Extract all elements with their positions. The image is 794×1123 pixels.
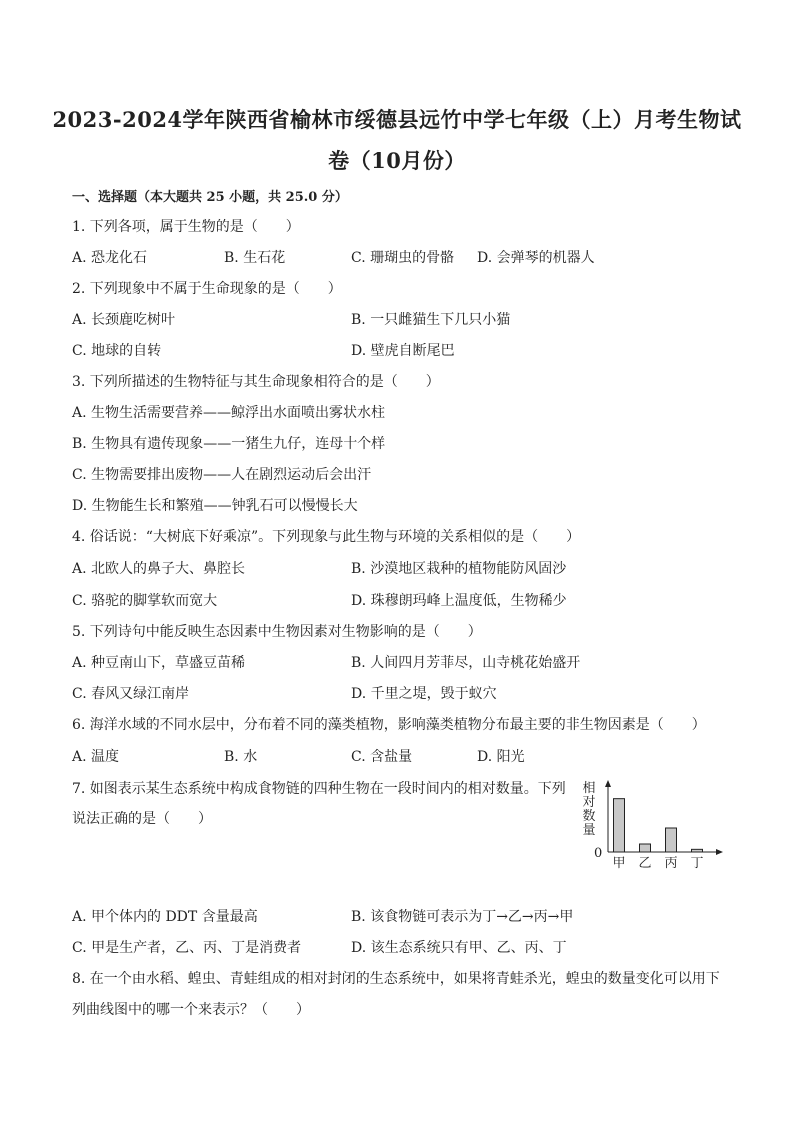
exam-title-line-2: 卷（10月份） — [328, 148, 466, 173]
q6-option-a: A. 温度 — [72, 749, 120, 765]
q1-option-c: C. 珊瑚虫的骨骼 — [351, 250, 455, 266]
chart-y-label-char-1: 对 — [582, 795, 596, 810]
chart-y-label-char-2: 数 — [582, 809, 596, 824]
q5-stem: 5. 下列诗句中能反映生态因素中生物因素对生物影响的是（ ） — [72, 624, 482, 640]
q3-option-b: B. 生物具有遗传现象——一猪生九仔，连母十个样 — [72, 436, 386, 452]
q6-stem: 6. 海洋水域的不同水层中，分布着不同的藻类植物，影响藻类植物分布最主要的非生物因素是（ ） — [72, 717, 706, 733]
chart-category-label-3: 丁 — [690, 856, 704, 870]
q1-option-b: B. 生石花 — [224, 250, 286, 266]
q4-option-d: D. 珠穆朗玛峰上温度低，生物稀少 — [351, 593, 567, 609]
chart-origin-label: 0 — [594, 846, 603, 861]
q2-option-b: B. 一只雌猫生下几只小猫 — [351, 312, 511, 328]
chart-category-label-2: 丙 — [664, 856, 678, 870]
q6-option-d: D. 阳光 — [477, 749, 525, 765]
q7-stem-line-1: 7. 如图表示某生态系统中构成食物链的四种生物在一段时间内的相对数量。下列 — [72, 781, 566, 797]
section-heading: 一、选择题（本大题共 25 小题，共 25.0 分） — [72, 190, 348, 205]
q2-option-d: D. 壁虎自断尾巴 — [351, 343, 455, 359]
chart-bar-1 — [640, 844, 651, 852]
chart-category-label-0: 甲 — [612, 856, 626, 870]
chart-category-label-1: 乙 — [638, 856, 652, 870]
q7-bar-chart — [572, 778, 732, 870]
q4-option-a: A. 北欧人的鼻子大、鼻腔长 — [72, 561, 246, 577]
q2-option-c: C. 地球的自转 — [72, 343, 162, 359]
q5-option-d: D. 千里之堤，毁于蚁穴 — [351, 686, 497, 702]
q5-option-a: A. 种豆南山下，草盛豆苗稀 — [72, 655, 246, 671]
q8-stem-line-1: 8. 在一个由水稻、蝗虫、青蛙组成的相对封闭的生态系统中，如果将青蛙杀光，蝗虫的数量变化可以用下 — [72, 971, 720, 987]
chart-bar-2 — [666, 828, 677, 852]
chart-x-axis-arrow — [716, 849, 723, 855]
chart-category-labels — [612, 856, 703, 870]
q2-option-a: A. 长颈鹿吃树叶 — [72, 312, 176, 328]
q7-stem-line-2: 说法正确的是（ ） — [72, 811, 212, 827]
chart-y-label-char-0: 相 — [582, 781, 596, 796]
q3-option-a: A. 生物生活需要营养——鲸浮出水面喷出雾状水柱 — [72, 405, 386, 421]
q5-option-b: B. 人间四月芳菲尽，山寺桃花始盛开 — [351, 655, 581, 671]
q3-stem: 3. 下列所描述的生物特征与其生命现象相符合的是（ ） — [72, 374, 440, 390]
chart-bar-0 — [614, 799, 625, 852]
q4-option-b: B. 沙漠地区栽种的植物能防风固沙 — [351, 561, 567, 577]
q4-stem: 4. 俗话说：“大树底下好乘凉”。下列现象与此生物与环境的关系相似的是（ ） — [72, 529, 581, 545]
chart-bars — [614, 799, 703, 852]
q2-stem: 2. 下列现象中不属于生命现象的是（ ） — [72, 281, 342, 297]
q1-option-a: A. 恐龙化石 — [72, 250, 148, 266]
q1-stem: 1. 下列各项，属于生物的是（ ） — [72, 219, 300, 235]
chart-y-axis-arrow — [605, 780, 611, 787]
q3-option-d: D. 生物能生长和繁殖——钟乳石可以慢慢长大 — [72, 498, 358, 514]
q4-option-c: C. 骆驼的脚掌软而宽大 — [72, 593, 218, 609]
q5-option-c: C. 春风又绿江南岸 — [72, 686, 190, 702]
q3-option-c: C. 生物需要排出废物——人在剧烈运动后会出汗 — [72, 467, 372, 483]
q8-stem-line-2: 列曲线图中的哪一个来表示？（ ） — [72, 1002, 310, 1018]
exam-title-line-1: 2023-2024学年陕西省榆林市绥德县远竹中学七年级（上）月考生物试 — [52, 107, 742, 132]
q7-option-a: A. 甲个体内的 DDT 含量最高 — [72, 909, 258, 925]
q6-option-b: B. 水 — [224, 749, 258, 765]
chart-bar-3 — [692, 849, 703, 852]
chart-y-label-char-3: 量 — [582, 823, 596, 838]
chart-y-axis-label — [582, 780, 595, 838]
q7-option-c: C. 甲是生产者，乙、丙、丁是消费者 — [72, 940, 302, 956]
q1-option-d: D. 会弹琴的机器人 — [477, 250, 595, 266]
q7-option-d: D. 该生态系统只有甲、乙、丙、丁 — [351, 940, 567, 956]
q7-option-b: B. 该食物链可表示为丁→乙→丙→甲 — [351, 909, 574, 925]
q6-option-c: C. 含盐量 — [351, 749, 413, 765]
